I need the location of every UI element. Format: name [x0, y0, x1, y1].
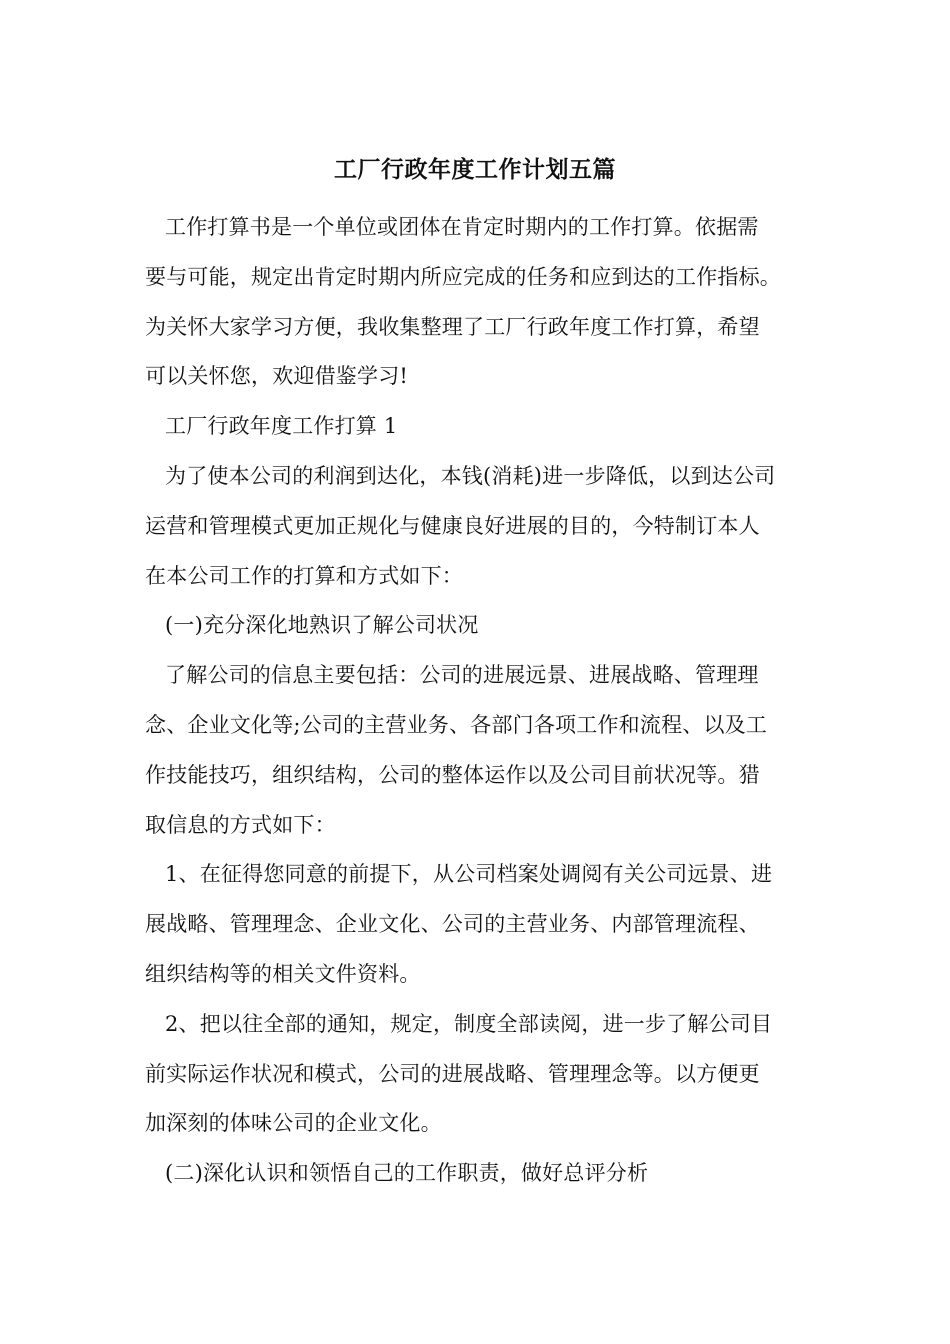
- paragraph-line: 取信息的方式如下：: [145, 812, 336, 837]
- list-item-line: 2、把以往全部的通知，规定，制度全部读阅，进一步了解公司目: [165, 1011, 773, 1036]
- paragraph-line: 在本公司工作的打算和方式如下：: [145, 563, 463, 588]
- paragraph-line: 可以关怀您，欢迎借鉴学习!: [145, 364, 409, 389]
- paragraph-line: 念、企业文化等;公司的主营业务、各部门各项工作和流程、以及工: [145, 712, 768, 737]
- paragraph-line: 工作打算书是一个单位或团体在肯定时期内的工作打算。依据需: [165, 215, 759, 239]
- document-title: 工厂行政年度工作计划五篇: [334, 156, 616, 183]
- document-body: [145, 203, 810, 1199]
- subsection-heading: (一)充分深化地熟识了解公司状况: [165, 613, 479, 638]
- paragraph-line: 为关怀大家学习方便，我收集整理了工厂行政年度工作打算，希望: [145, 314, 760, 339]
- list-item-line: 前实际运作状况和模式，公司的进展战略、管理理念等。以方便更: [145, 1061, 760, 1086]
- paragraph-line: 了解公司的信息主要包括：公司的进展远景、进展战略、管理理: [165, 663, 759, 688]
- list-item-line: 展战略、管理理念、企业文化、公司的主营业务、内部管理流程、: [145, 912, 760, 937]
- list-item-line: 1、在征得您同意的前提下，从公司档案处调阅有关公司远景、进: [165, 862, 773, 887]
- list-item-line: 加深刻的体味公司的企业文化。: [145, 1111, 442, 1136]
- section-heading: 工厂行政年度工作打算 1: [165, 414, 398, 439]
- paragraph-line: 运营和管理模式更加正规化与健康良好进展的目的，今特制订本人: [145, 513, 760, 538]
- list-item-line: 组织结构等的相关文件资料。: [145, 961, 421, 986]
- subsection-heading: (二)深化认识和领悟自己的工作职责，做好总评分析: [165, 1161, 649, 1186]
- paragraph-line: 要与可能，规定出肯定时期内所应完成的任务和应到达的工作指标。: [145, 264, 781, 289]
- paragraph-line: 为了使本公司的利润到达化，本钱(消耗)进一步降低，以到达公司: [165, 463, 776, 488]
- paragraph-line: 作技能技巧，组织结构，公司的整体运作以及公司目前状况等。猎: [145, 762, 760, 787]
